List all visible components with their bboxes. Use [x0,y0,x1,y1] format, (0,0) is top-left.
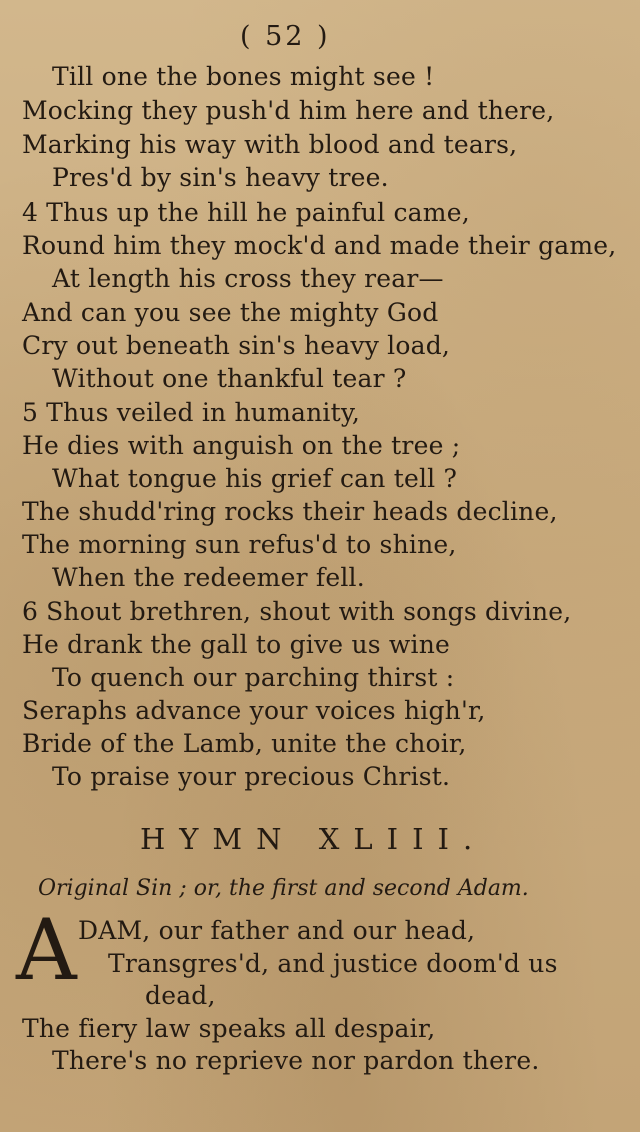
stanza-number: 6 [22,597,39,626]
verse-line: Bride of the Lamb, unite the choir, [22,729,467,758]
stanza-number: 4 [22,198,39,227]
page-number: ( 52 ) [240,21,331,52]
verse-line: DAM, our father and our head, [78,916,476,945]
stanza-4-first-line [22,198,470,228]
verse-line: Without one thankful tear ? [52,364,407,393]
verse-line: He dies with anguish on the tree ; [22,431,461,460]
verse-line: Cry out beneath sin's heavy load, [22,331,451,360]
verse-line: At length his cross they rear— [52,264,444,293]
verse-text: Shout brethren, shout with songs divine, [46,597,572,626]
verse-line: Transgres'd, and justice doom'd us [108,949,558,978]
verse-line: The morning sun refus'd to shine, [22,530,457,559]
verse-line: He drank the gall to give us wine [22,630,451,659]
verse-line: To quench our parching thirst : [52,663,455,692]
verse-text: Thus veiled in humanity, [46,398,360,427]
verse-line: And can you see the mighty God [22,298,439,327]
verse-line: dead, [145,981,216,1010]
hymn-title: HYMN XLIII. [140,822,487,856]
verse-line: Round him they mock'd and made their game, [22,231,617,260]
verse-line: The fiery law speaks all despair, [22,1014,436,1043]
verse-line: Seraphs advance your voices high'r, [22,696,486,725]
verse-line: Pres'd by sin's heavy tree. [52,163,389,192]
verse-line: Marking his way with blood and tears, [22,130,518,159]
verse-text: Thus up the hill he painful came, [46,198,470,227]
verse-line: Till one the bones might see ! [52,62,435,91]
stanza-6-first-line [22,597,571,627]
verse-line: To praise your precious Christ. [52,762,451,791]
hymn-subtitle: Original Sin ; or, the first and second Adam. [38,876,529,901]
drop-cap: A [16,901,77,999]
verse-line: Mocking they push'd him here and there, [22,96,555,125]
verse-line: What tongue his grief can tell ? [52,464,458,493]
stanza-number: 5 [22,398,39,427]
verse-line: When the redeemer fell. [52,563,365,592]
stanza-5-first-line [22,398,360,428]
verse-line: The shudd'ring rocks their heads decline, [22,497,558,526]
verse-line: There's no reprieve nor pardon there. [52,1046,540,1075]
